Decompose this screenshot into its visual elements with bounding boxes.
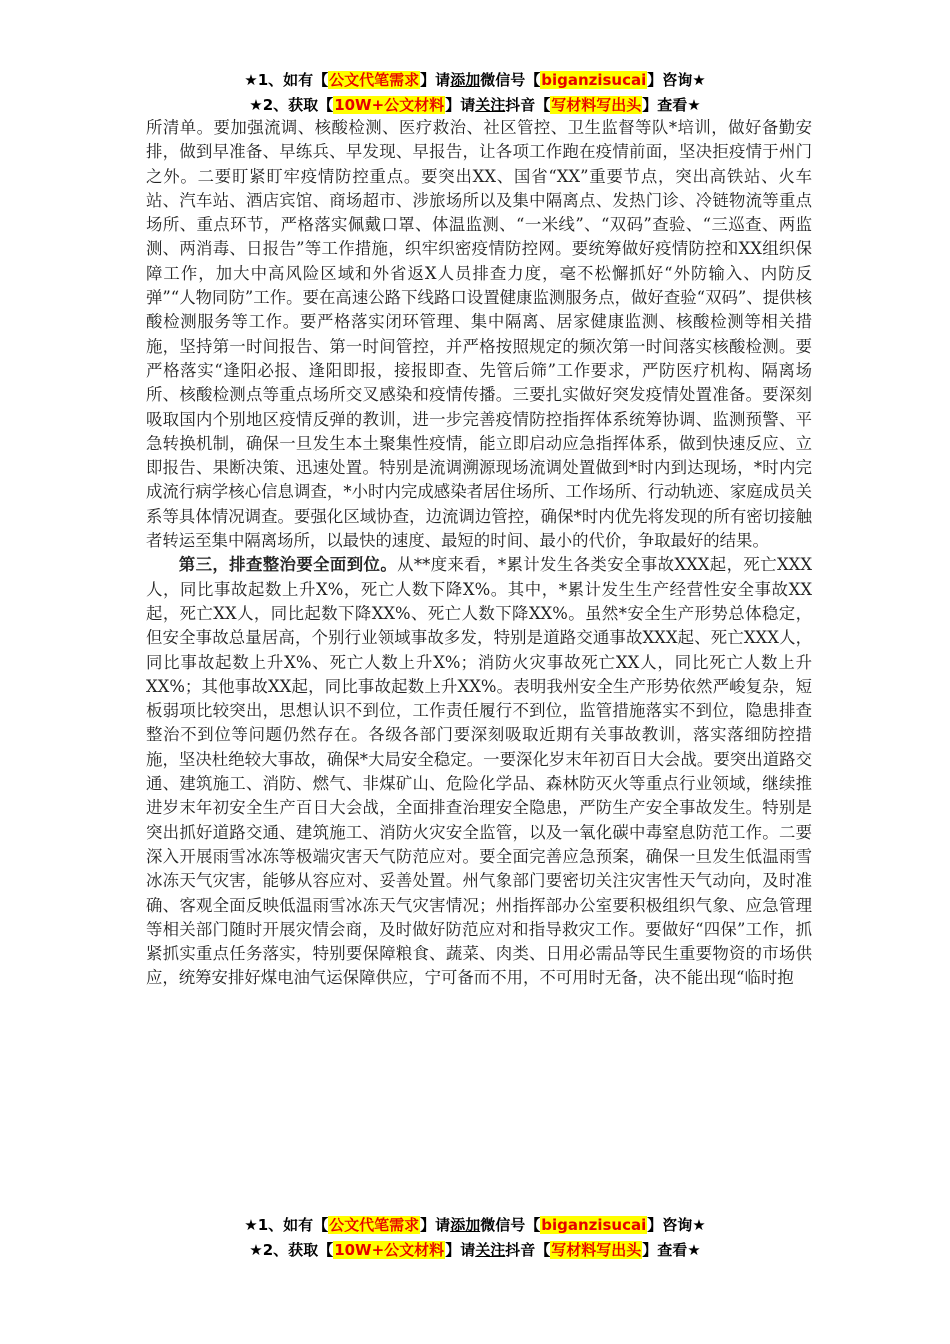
highlight-douyin-account: 写材料写出头: [551, 1241, 642, 1259]
promo-line-2: ★2、获取【10W+公文材料】请关注抖音【写材料写出头】查看★: [249, 96, 701, 114]
body-paragraph-section-three: 第三，排查整治要全面到位。从**度来看，*累计发生各类安全事故XXX起，死亡XXX人，同比事故起数上升X%，死亡人数下降X%。其中，*累计发生生产经营性安全事故XX起，死亡XX人，同比起数下降XX%、死亡人数下降XX%。虽然*安全生产形势总体稳定，但安全事故总量居高，个别行业领域事故多发，特别是道路交通事故XXX起、死亡XXX人，同比事故起数上升X%、死亡人数上升X%；消防火灾事故死亡XX人，同比死亡人数上升XX%；其他事故XX起，同比事故起数上升XX%。表明我州安全生产形势依然严峻复杂，短板弱项比较突出，思想认识不到位，工作责任履行不到位，监管措施落实不到位，隐患排查整治不到位等问题仍然存在。各级各部门要深刻吸取近期有关事故教训，落实落细防控措施，坚决杜绝较大事故，确保*大局安全稳定。一要深化岁末年初百日大会战。要突出道路交通、建筑施工、消防、燃气、非煤矿山、危险化学品、森林防灭火等重点行业领域，继续推进岁末年初安全生产百日大会战，全面排查治理安全隐患，严防生产安全事故发生。特别是突出抓好道路交通、建筑施工、消防火灾安全监管，以及一氧化碳中毒窒息防范工作。二要深入开展雨雪冰冻等极端灾害天气防范应对。要全面完善应急预案，确保一旦发生低温雨雪冰冻天气灾害，能够从容应对、妥善处置。州气象部门要密切关注灾害性天气动向，及时准确、客观全面反映低温雨雪冰冻天气灾害情况；州指挥部办公室要积极组织气象、应急管理等相关部门随时开展灾情会商，及时做好防范应对和指导救灾工作。要做好“四保”工作，抓紧抓实重点任务落实，特别要保障粮食、蔬菜、肉类、日用必需品等民生重要物资的市场供应，统筹安排好煤电油气运保障供应，宁可备而不用，不可用时无备，决不能出现“临时抱: [146, 555, 812, 988]
highlight-wechat-id: biganzisucai: [541, 1216, 647, 1234]
highlight-douyin-account: 写材料写出头: [551, 96, 642, 114]
document-body: [146, 116, 812, 991]
body-paragraph: 所清单。要加强流调、核酸检测、医疗救治、社区管控、卫生监督等队*培训，做好备勤安排，做到早准备、早练兵、早发现、早报告，让各项工作跑在疫情前面，坚决拒疫情于州门之外。二要盯紧盯牢疫情防控重点。要突出XX、国省“XX”重要节点，突出高铁站、火车站、汽车站、酒店宾馆、商场超市、涉旅场所以及集中隔离点、发热门诊、冷链物流等重点场所、重点环节，严格落实佩戴口罩、体温监测、“一米线”、“双码”查验、“三巡查、两监测、两消毒、日报告”等工作措施，织牢织密疫情防控网。要统筹做好疫情防控和XX组织保障工作，加大中高风险区域和外省返X人员排查力度，毫不松懈抓好“外防输入、内防反弹”“人物同防”工作。要在高速公路下线路口设置健康监测服务点，做好查验“双码”、提供核酸检测服务等工作。要严格落实闭环管理、集中隔离、居家健康监测、核酸检测等相关措施，坚持第一时间报告、第一时间管控，并严格按照规定的频次第一时间落实核酸检测。要严格落实“逢阳必报、逢阳即报，接报即查、先管后筛”工作要求，严防医疗机构、隔离场所、核酸检测点等重点场所交叉感染和疫情传播。三要扎实做好突发疫情处置准备。要深刻吸取国内个别地区疫情反弹的教训，进一步完善疫情防控指挥体系统筹协调、监测预警、平急转换机制，确保一旦发生本土聚集性疫情，能立即启动应急指挥体系，做到快速反应、立即报告、果断决策、迅速处置。特别是流调溯源现场流调处置做到*时内到达现场，*时内完成流行病学核心信息调查，*小时内完成感染者居住场所、工作场所、行动轨迹、家庭成员关系等具体情况调查。要强化区域协查，边流调边管控，确保*时内优先将发现的所有密切接触者转运至集中隔离场所，以最快的速度、最短的时间、最小的代价，争取最好的结果。: [146, 118, 812, 551]
promo-line-1: ★1、如有【公文代笔需求】请添加微信号【biganzisucai】咨询★: [244, 1216, 706, 1234]
promo-banner-bottom: [0, 1213, 950, 1263]
promo-line-2: ★2、获取【10W+公文材料】请关注抖音【写材料写出头】查看★: [249, 1241, 701, 1259]
section-heading: 第三，排查整治要全面到位。: [178, 555, 398, 575]
highlight-writing-service: 公文代笔需求: [329, 71, 420, 89]
highlight-materials: 10W+公文材料: [334, 96, 445, 114]
highlight-wechat-id: biganzisucai: [541, 71, 647, 89]
highlight-writing-service: 公文代笔需求: [329, 1216, 420, 1234]
promo-banner-top: [0, 68, 950, 118]
promo-line-1: ★1、如有【公文代笔需求】请添加微信号【biganzisucai】咨询★: [244, 71, 706, 89]
highlight-materials: 10W+公文材料: [334, 1241, 445, 1259]
